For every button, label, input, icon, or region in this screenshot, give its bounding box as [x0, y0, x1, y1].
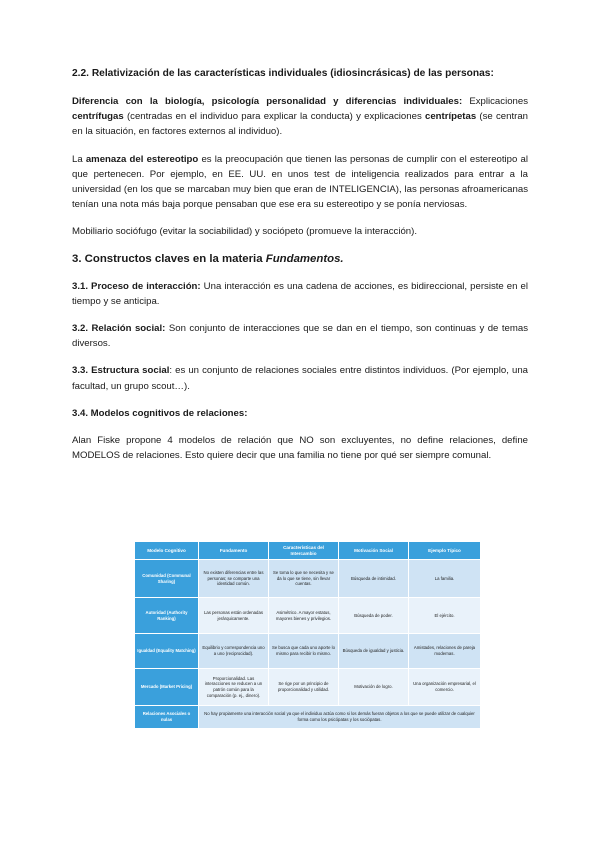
table-cell: No existen diferencias entre las personas; se comparte una identidad común.	[199, 560, 269, 598]
table-cell: Proporcionalidad. Las interacciones se reducen a un patrón común para la comparación (p. ej., dinero).	[199, 669, 269, 706]
table-cell: Se rige por un principio de proporcionalidad y utilidad.	[269, 669, 339, 706]
paragraph-3-1: 3.1. Proceso de interacción: Una interacción es una cadena de acciones, es bidireccional, persiste en el tiempo y se anticipa.	[72, 280, 529, 307]
table-cell: Asimétrico. A mayor estatus, mayores bienes y privilegios.	[269, 598, 339, 634]
table-row	[135, 706, 481, 729]
table-cell: Búsqueda de poder.	[339, 598, 409, 634]
paragraph-biology-difference: Diferencia con la biología, psicología personalidad y diferencias individuales: Explicaciones centrífugas (centradas en el individuo para explicar la conducta) y explicaciones centrípetas (se centran en la situación, en factores externos al individuo).	[72, 96, 528, 138]
table-cell: Equilibrio y correspondencia uno a uno (reciprocidad).	[199, 634, 269, 669]
table-row	[135, 634, 481, 669]
cognitive-models-table	[134, 541, 480, 729]
table-cell: No hay propiamente una interacción social ya que el individuo actúa como si los demás fueran objetos a los que se puede utilizar de cualquier forma como los psicópatas y los sociópatas.	[199, 706, 481, 729]
table-cell: Las personas están ordenadas jerárquicamente.	[199, 598, 269, 634]
table-header: Motivación Social	[339, 542, 409, 560]
table-header: Características del Intercambio	[269, 542, 339, 560]
table-row	[135, 598, 481, 634]
section-3-heading: 3. Constructos claves en la materia Fundamentos.	[72, 252, 344, 265]
table-header-row	[135, 542, 481, 560]
paragraph-3-3: 3.3. Estructura social: es un conjunto de relaciones sociales entre distintos individuos. (Por ejemplo, una facultad, un grupo scout…).	[72, 365, 528, 392]
table-cell: Comunidad (Communal Sharing)	[135, 560, 199, 598]
table-cell: Se busca que cada uno aporte lo mismo para recibir lo mismo.	[269, 634, 339, 669]
table-cell: Igualdad (Equality Matching)	[135, 634, 199, 669]
table-cell: Relaciones Asociales o nulas	[135, 706, 199, 729]
table-header: Modelo Cognitivo	[135, 542, 199, 560]
table-cell: Búsqueda de igualdad y justicia.	[339, 634, 409, 669]
paragraph-3-2: 3.2. Relación social: Son conjunto de interacciones que se dan en el tiempo, son continuas y de temas diversos.	[72, 323, 528, 350]
table-row	[135, 669, 481, 706]
paragraph-stereotype-threat: La amenaza del estereotipo es la preocupación que tienen las personas de cumplir con el estereotipo al que pertenecen. Por ejemplo, en EE. UU. en unos test de inteligencia realizados para entrar a la universidad (en los que se marcaban muy bien que eran de INTELIGENCIA), las personas afroamericanas tenían una nota más baja porque pensaban que ese era su estereotipo y se ponía nerviosas.	[72, 153, 528, 211]
table-cell: El ejército.	[409, 598, 481, 634]
table-cell: La familia.	[409, 560, 481, 598]
section-2-2-heading: 2.2. Relativización de las características individuales (idiosincrásicas) de las personas:	[72, 68, 494, 79]
paragraph-furniture: Mobiliario sociófugo (evitar la sociabilidad) y sociópeto (promueve la interacción).	[72, 226, 418, 238]
paragraph-fiske: Alan Fiske propone 4 modelos de relación que NO son excluyentes, no define relaciones, define MODELOS de relaciones. Esto quiere decir que una familia no tiene por qué ser siempre comunal.	[72, 435, 528, 462]
table-cell: Amistades, relaciones de pareja modernas.	[409, 634, 481, 669]
table-cell: Autoridad (Authority Ranking)	[135, 598, 199, 634]
table-cell: Se toma lo que se necesita y se da lo que se tiene, sin llevar cuentas.	[269, 560, 339, 598]
table-cell: Motivación de logro.	[339, 669, 409, 706]
paragraph-3-4-heading: 3.4. Modelos cognitivos de relaciones:	[72, 407, 248, 419]
table-cell: Mercado (Market Pricing)	[135, 669, 199, 706]
table-row	[135, 560, 481, 598]
table-header: Fundamento	[199, 542, 269, 560]
table-header: Ejemplo Típico	[409, 542, 481, 560]
table-cell: Una organización empresarial, el comercio.	[409, 669, 481, 706]
table-cell: Búsqueda de intimidad.	[339, 560, 409, 598]
document-page	[72, 66, 528, 475]
